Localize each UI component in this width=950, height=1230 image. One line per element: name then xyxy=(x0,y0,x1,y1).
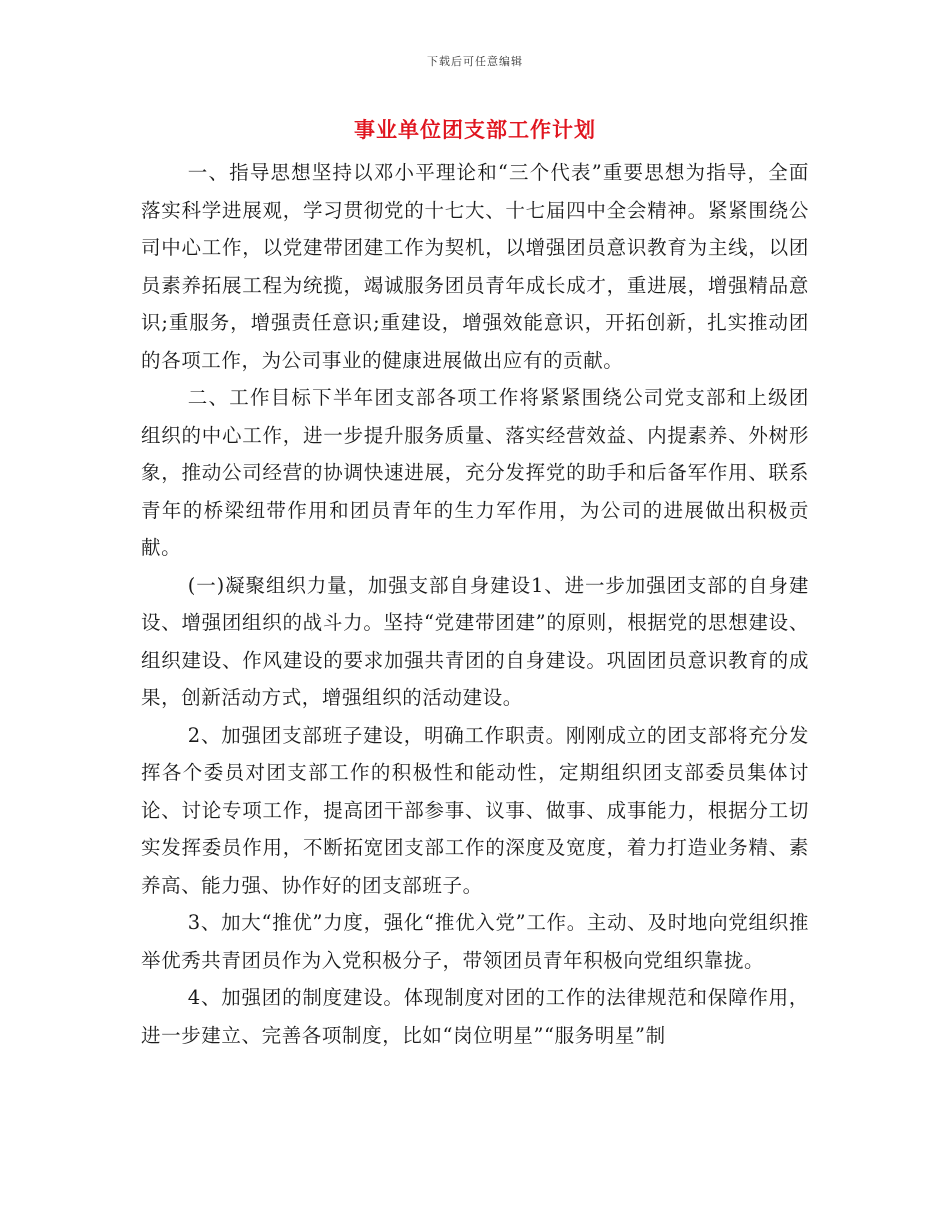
paragraph-guiding-ideology: 一、指导思想坚持以邓小平理论和“三个代表”重要思想为指导，全面落实科学进展观，学习贯彻党的十七大、十七届四中全会精神。紧紧围绕公司中心工作，以党建带团建工作为契机，以增强团员意识教育为主线，以团员素养拓展工程为统揽，竭诚服务团员青年成长成才，重进展，增强精品意识;重服务，增强责任意识;重建设，增强效能意识，开拓创新，扎实推动团的各项工作，为公司事业的健康进展做出应有的贡献。 xyxy=(141,161,809,372)
paragraph-organization-building: (一)凝聚组织力量，加强支部自身建设1、进一步加强团支部的自身建设、增强团组织的战斗力。坚持“党建带团建”的原则，根据党的思想建设、组织建设、作风建设的要求加强共青团的自身建设。巩固团员意识教育的成果，创新活动方式，增强组织的活动建设。 xyxy=(141,573,809,709)
header-note: 下载后可任意编辑 xyxy=(427,55,523,68)
paragraph-system-building: 4、加强团的制度建设。体现制度对团的工作的法律规范和保障作用，进一步建立、完善各项制度，比如“岗位明星”“服务明星”制 xyxy=(141,986,809,1047)
paragraph-recommend-excellent: 3、加大“推优”力度，强化“推优入党”工作。主动、及时地向党组织推举优秀共青团员作为入党积极分子，带领团员青年积极向党组织靠拢。 xyxy=(141,911,809,972)
paragraph-work-goals: 二、工作目标下半年团支部各项工作将紧紧围绕公司党支部和上级团组织的中心工作，进一步提升服务质量、落实经营效益、内提素养、外树形象，推动公司经营的协调快速进展，充分发挥党的助手和后备军作用、联系青年的桥梁纽带作用和团员青年的生力军作用，为公司的进展做出积极贡献。 xyxy=(141,386,809,559)
document-body xyxy=(141,154,809,1054)
paragraph-team-building: 2、加强团支部班子建设，明确工作职责。刚刚成立的团支部将充分发挥各个委员对团支部工作的积极性和能动性，定期组织团支部委员集体讨论、讨论专项工作，提高团干部参事、议事、做事、成事能力，根据分工切实发挥委员作用，不断拓宽团支部工作的深度及宽度，着力打造业务精、素养高、能力强、协作好的团支部班子。 xyxy=(141,723,809,897)
document-title: 事业单位团支部工作计划 xyxy=(354,117,596,142)
